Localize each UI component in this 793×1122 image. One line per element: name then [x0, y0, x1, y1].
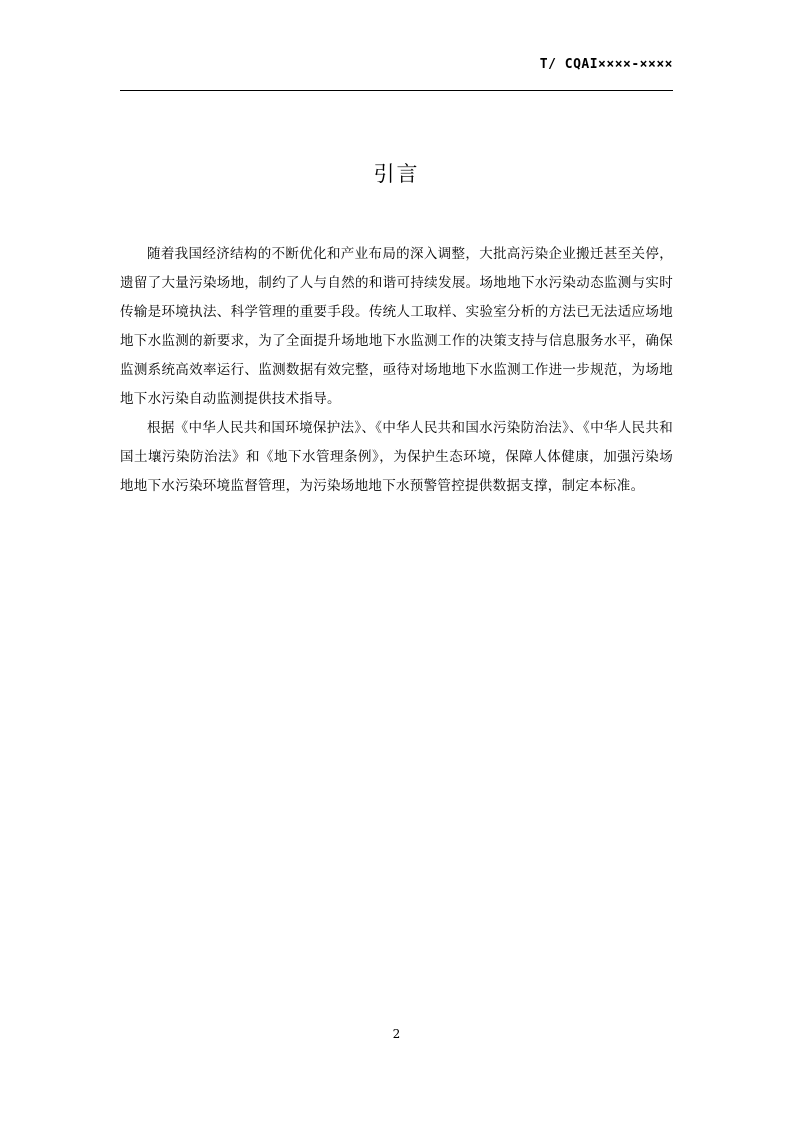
section-title: 引言	[373, 162, 420, 186]
page-number: 2	[392, 1027, 401, 1041]
paragraph-background: 随着我国经济结构的不断优化和产业布局的深入调整，大批高污染企业搬迁甚至关停，遗留了大量污染场地，制约了人与自然的和谐可持续发展。场地地下水污染动态监测与实时传输是环境执法、科学管理的重要手段。传统人工取样、实验室分析的方法已无法适应场地地下水监测的新要求，为了全面提升场地地下水监测工作的决策支持与信息服务水平，确保监测系统高效率运行、监测数据有效完整，亟待对场地地下水监测工作进一步规范，为场地地下水污染自动监测提供技术指导。	[120, 246, 673, 407]
body-text	[120, 240, 673, 501]
paragraph-legal-basis: 根据《中华人民共和国环境保护法》、《中华人民共和国水污染防治法》、《中华人民共和国土壤污染防治法》和《地下水管理条例》，为保护生态环境，保障人体健康，加强污染场地地下水污染环境监督管理，为污染场地地下水预警管控提供数据支撑，制定本标准。	[120, 420, 673, 494]
standard-code: T/ CQAI××××-××××	[539, 57, 673, 72]
header-divider	[120, 90, 673, 91]
